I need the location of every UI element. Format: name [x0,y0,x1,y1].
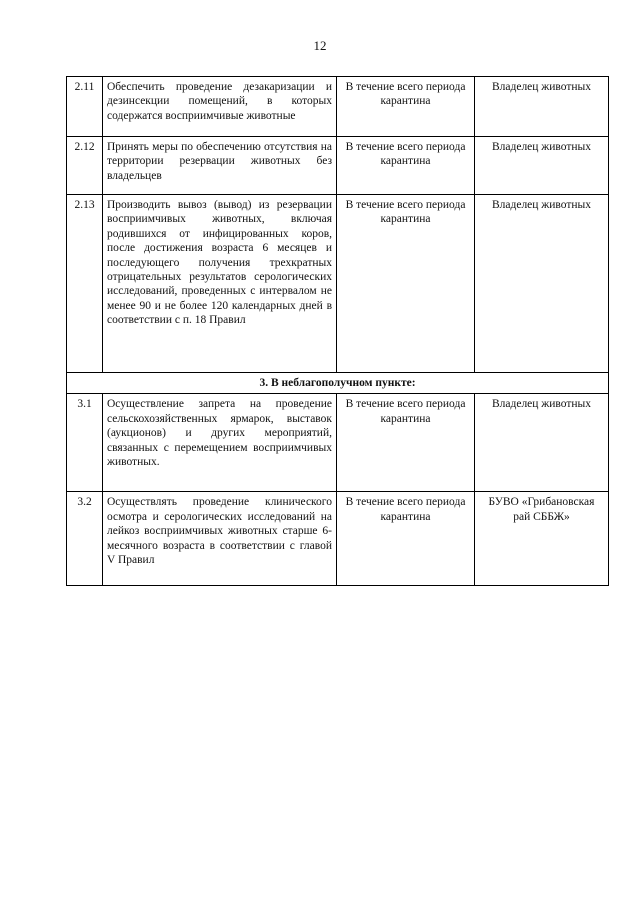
responsible-text: Владелец животных [475,137,609,195]
section-heading: 3. В неблагополучном пункте: [67,373,609,394]
row-number: 3.1 [67,394,103,492]
measure-text: Обеспечить проведение дезакаризации и дезинсекции помещений, в которых содержатся восприимчивые животные [103,77,337,137]
table-row [67,77,609,137]
responsible-text: Владелец животных [475,195,609,373]
table-row [67,394,609,492]
period-text: В течение всего периода карантина [337,77,475,137]
row-number: 2.12 [67,137,103,195]
measure-text: Производить вывоз (вывод) из резервации восприимчивых животных, включая родившихся от инфицированных коров, после достижения возраста 6 месяцев и последующего получения трехкратных отрицательных результатов серологических исследований, проведенных с интервалом не менее 90 и не более 120 календарных дней в соответствии с п. 18 Правил [103,195,337,373]
period-text: В течение всего периода карантина [337,394,475,492]
table-row [67,492,609,586]
period-text: В течение всего периода карантина [337,492,475,586]
measure-text: Принять меры по обеспечению отсутствия на территории резервации животных без владельцев [103,137,337,195]
period-text: В течение всего периода карантина [337,195,475,373]
measure-text: Осуществление запрета на проведение сельскохозяйственных ярмарок, выставок (аукционов) и других мероприятий, связанных с перемещением восприимчивых животных. [103,394,337,492]
table-row [67,195,609,373]
section-row [67,373,609,394]
row-number: 2.13 [67,195,103,373]
row-number: 2.11 [67,77,103,137]
period-text: В течение всего периода карантина [337,137,475,195]
responsible-text: Владелец животных [475,394,609,492]
row-number: 3.2 [67,492,103,586]
responsible-text: Владелец животных [475,77,609,137]
page-number: 12 [313,38,327,53]
quarantine-measures-table [66,76,609,586]
responsible-text: БУВО «Грибановская рай СББЖ» [475,492,609,586]
table-row [67,137,609,195]
measure-text: Осуществлять проведение клинического осмотра и серологических исследований на лейкоз восприимчивых животных старше 6-месячного возраста в соответствии с главой V Правил [103,492,337,586]
